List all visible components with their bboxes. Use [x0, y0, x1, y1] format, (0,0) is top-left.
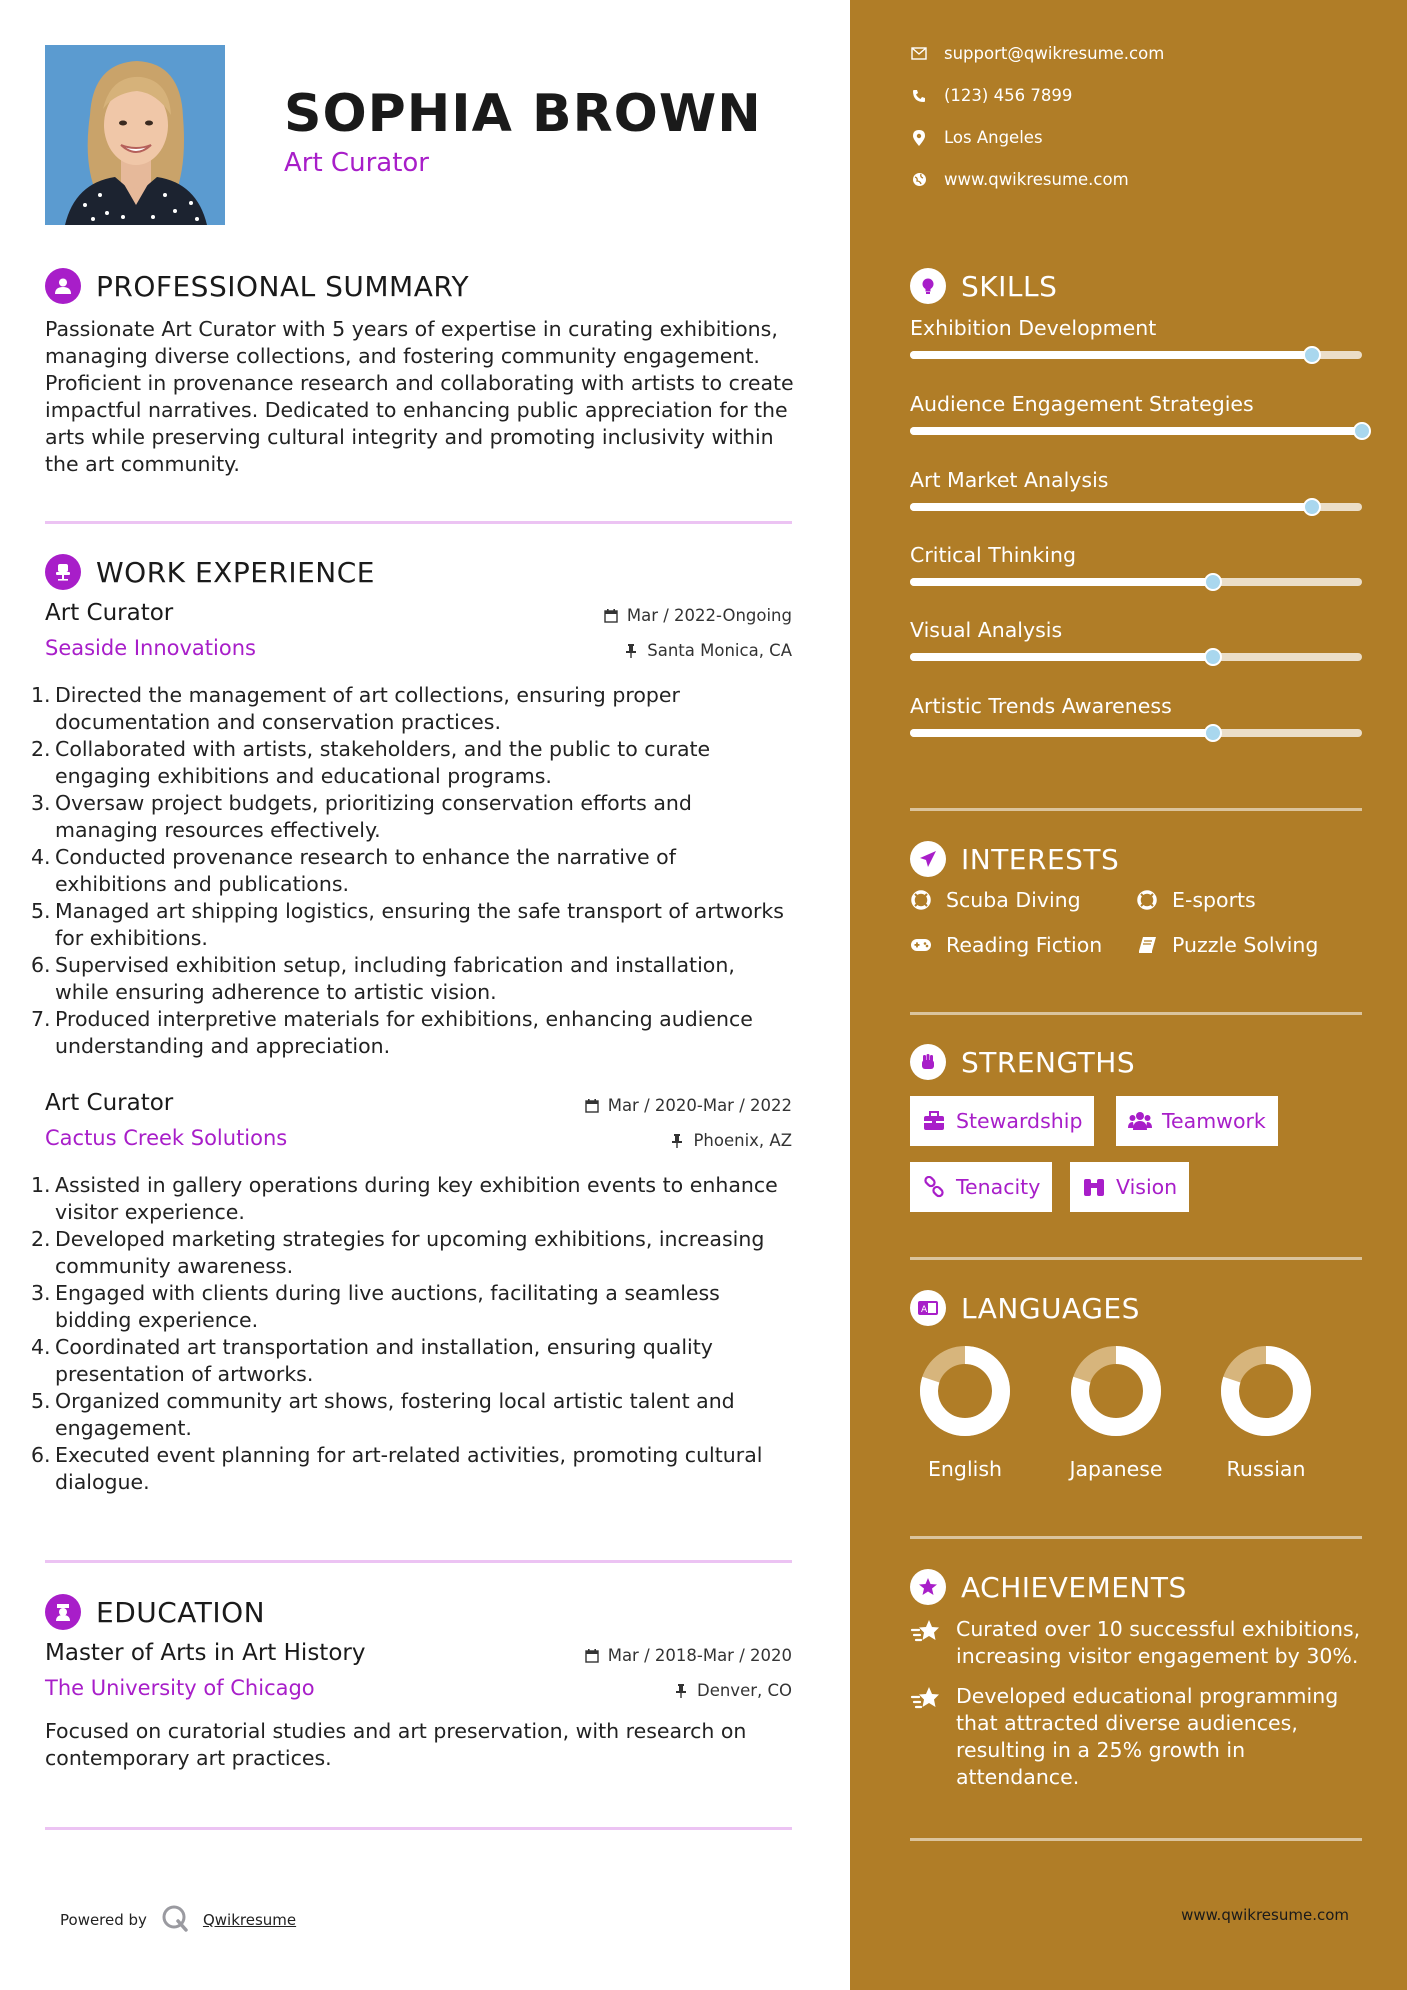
- company-name: Seaside Innovations: [45, 636, 256, 660]
- chair-icon: [45, 554, 81, 590]
- lifebuoy-icon: [910, 889, 932, 911]
- job-location: Santa Monica, CA: [623, 641, 792, 660]
- job-entry: [31, 600, 792, 1060]
- map-marker-icon: [910, 129, 928, 147]
- profile-photo: [45, 45, 225, 225]
- qwikresume-logo-icon: [161, 1904, 189, 1936]
- skill-item: Art Market Analysis: [910, 468, 1362, 492]
- strength-tag: Tenacity: [910, 1162, 1052, 1212]
- section-divider: [910, 1536, 1362, 1539]
- briefcase-icon: [922, 1109, 946, 1133]
- skill-bar-knob: [1204, 573, 1222, 591]
- job-date: Mar / 2022-Ongoing: [603, 606, 792, 625]
- list-item: 1. Directed the management of art collections, ensuring proper documentation and conservation practices.: [31, 683, 680, 734]
- section-divider: [45, 1560, 792, 1563]
- candidate-name: SOPHIA BROWN: [284, 84, 762, 144]
- skill-bar-knob: [1353, 422, 1371, 440]
- list-item: 2. Developed marketing strategies for upcoming exhibitions, increasing community awareness.: [31, 1227, 765, 1278]
- section-divider: [910, 808, 1362, 811]
- section-divider: [45, 521, 792, 524]
- job-title: Art Curator: [45, 1090, 174, 1116]
- list-item: 5. Organized community art shows, fostering local artistic talent and engagement.: [31, 1389, 735, 1440]
- section-divider: [45, 1827, 792, 1830]
- pin-icon: [623, 643, 639, 659]
- graduate-icon: [45, 1594, 81, 1630]
- education-heading-text: EDUCATION: [96, 1595, 266, 1629]
- experience-heading-text: WORK EXPERIENCE: [96, 555, 375, 589]
- achievement-item: Developed educational programming that attracted diverse audiences, resulting in a 25% growth in attendance.: [910, 1683, 1370, 1791]
- achievement-item: Curated over 10 successful exhibitions, increasing visitor engagement by 30%.: [910, 1616, 1370, 1670]
- summary-text: Passionate Art Curator with 5 years of expertise in curating exhibitions, managing diverse collections, and fostering community engagement. Proficient in provenance research and collaborating with artists to create impactful narratives. Dedicated to enhancing public appreciation for the arts while preserving cultural integrity and promoting inclusivity within the art community.: [45, 317, 794, 476]
- section-divider: [910, 1838, 1362, 1841]
- achievements-heading: [910, 1569, 1187, 1605]
- section-divider: [910, 1012, 1362, 1015]
- company-name: Cactus Creek Solutions: [45, 1126, 288, 1150]
- languages-heading-text: LANGUAGES: [961, 1291, 1140, 1325]
- pin-icon: [673, 1683, 689, 1699]
- contact-location: Los Angeles: [910, 128, 1043, 147]
- interest-item: E-sports: [1136, 888, 1256, 912]
- svg-text:A: A: [921, 1305, 928, 1315]
- link-icon: [922, 1175, 946, 1199]
- job-entry: [31, 1090, 792, 1496]
- education-description: Focused on curatorial studies and art preservation, with research on contemporary art practices.: [45, 1719, 747, 1770]
- education-entry: [45, 1640, 792, 1772]
- education-date: Mar / 2018-Mar / 2020: [584, 1646, 792, 1665]
- education-location: Denver, CO: [673, 1681, 792, 1700]
- school-name: The University of Chicago: [45, 1676, 315, 1700]
- lifebuoy-icon: [1136, 889, 1158, 911]
- interests-heading: [910, 841, 1119, 877]
- strengths-heading: [910, 1044, 1135, 1080]
- education-heading: [45, 1594, 265, 1630]
- skill-item: Exhibition Development: [910, 316, 1362, 340]
- translate-icon: [910, 1290, 946, 1326]
- skill-bar: [910, 503, 1362, 511]
- strength-tag: Teamwork: [1116, 1096, 1278, 1146]
- interests-heading-text: INTERESTS: [961, 842, 1120, 876]
- users-icon: [1128, 1109, 1152, 1133]
- binoculars-icon: [1082, 1175, 1106, 1199]
- paper-plane-icon: [910, 841, 946, 877]
- globe-icon: [910, 171, 928, 189]
- skill-bar-knob: [1204, 724, 1222, 742]
- star-icon: [910, 1569, 946, 1605]
- language-level-ring: [1068, 1343, 1164, 1439]
- strength-tag: Vision: [1070, 1162, 1189, 1212]
- list-item: 4. Coordinated art transportation and installation, ensuring quality presentation of artworks.: [31, 1335, 713, 1386]
- summary-heading-text: PROFESSIONAL SUMMARY: [96, 269, 470, 303]
- skills-heading: [910, 268, 1057, 304]
- list-item: 3. Oversaw project budgets, prioritizing conservation efforts and managing resources effectively.: [31, 791, 692, 842]
- qwikresume-link[interactable]: Qwikresume: [202, 1911, 297, 1929]
- list-item: 4. Conducted provenance research to enhance the narrative of exhibitions and publications.: [31, 845, 676, 896]
- shooting-star-icon: [910, 1683, 942, 1715]
- skill-item: Audience Engagement Strategies: [910, 392, 1362, 416]
- skill-bar-knob: [1204, 648, 1222, 666]
- list-item: 1. Assisted in gallery operations during key exhibition events to enhance visitor experience.: [31, 1173, 778, 1224]
- job-bullets: [31, 1172, 792, 1496]
- interest-item: Scuba Diving: [910, 888, 1081, 912]
- list-item: 6. Executed event planning for art-related activities, promoting cultural dialogue.: [31, 1443, 763, 1494]
- summary-heading: [45, 268, 469, 304]
- contact-email[interactable]: support@qwikresume.com: [910, 44, 1164, 63]
- footer-site[interactable]: www.qwikresume.com: [1181, 1906, 1349, 1924]
- skill-bar-knob: [1303, 498, 1321, 516]
- skill-bar-fill: [910, 578, 1213, 586]
- list-item: 6. Supervised exhibition setup, including fabrication and installation, while ensuring adherence to artistic vision.: [31, 953, 735, 1004]
- interest-item: Puzzle Solving: [1136, 933, 1318, 957]
- fist-icon: [910, 1044, 946, 1080]
- skill-bar: [910, 729, 1362, 737]
- job-location: Phoenix, AZ: [669, 1131, 792, 1150]
- book-icon: [1136, 934, 1158, 956]
- skill-bar: [910, 578, 1362, 586]
- calendar-icon: [584, 1098, 600, 1114]
- list-item: 5. Managed art shipping logistics, ensuring the safe transport of artworks for exhibitions.: [31, 899, 784, 950]
- candidate-title: Art Curator: [284, 148, 429, 178]
- language-item: Japanese: [1056, 1343, 1176, 1481]
- skill-bar-fill: [910, 351, 1312, 359]
- interest-item: Reading Fiction: [910, 933, 1102, 957]
- languages-heading: [910, 1290, 1140, 1326]
- contact-website[interactable]: www.qwikresume.com: [910, 170, 1129, 189]
- calendar-icon: [584, 1648, 600, 1664]
- job-bullets: [31, 682, 792, 1060]
- degree-title: Master of Arts in Art History: [45, 1640, 366, 1666]
- strengths-heading-text: STRENGTHS: [961, 1045, 1136, 1079]
- skill-item: Artistic Trends Awareness: [910, 694, 1362, 718]
- language-item: English: [905, 1343, 1025, 1481]
- list-item: 3. Engaged with clients during live auctions, facilitating a seamless bidding experience.: [31, 1281, 720, 1332]
- skill-bar-fill: [910, 503, 1312, 511]
- skill-bar: [910, 653, 1362, 661]
- strength-tag: Stewardship: [910, 1096, 1094, 1146]
- shooting-star-icon: [910, 1616, 942, 1648]
- calendar-icon: [603, 608, 619, 624]
- skill-item: Visual Analysis: [910, 618, 1362, 642]
- sidebar: [850, 0, 1407, 1990]
- phone-icon: [910, 87, 928, 105]
- language-item: Russian: [1206, 1343, 1326, 1481]
- skill-bar-fill: [910, 729, 1213, 737]
- section-divider: [910, 1257, 1362, 1260]
- job-date: Mar / 2020-Mar / 2022: [584, 1096, 792, 1115]
- skill-bar: [910, 427, 1362, 435]
- envelope-icon: [910, 45, 928, 63]
- job-title: Art Curator: [45, 600, 174, 626]
- achievements-heading-text: ACHIEVEMENTS: [961, 1570, 1187, 1604]
- list-item: 7. Produced interpretive materials for exhibitions, enhancing audience understanding and appreciation.: [31, 1007, 753, 1058]
- skill-item: Critical Thinking: [910, 543, 1362, 567]
- skill-bar-fill: [910, 653, 1213, 661]
- list-item: 2. Collaborated with artists, stakeholders, and the public to curate engaging exhibitions and educational programs.: [31, 737, 711, 788]
- skill-bar-fill: [910, 427, 1362, 435]
- skill-bar-knob: [1303, 346, 1321, 364]
- lightbulb-icon: [910, 268, 946, 304]
- language-level-ring: [917, 1343, 1013, 1439]
- contact-phone[interactable]: (123) 456 7899: [910, 86, 1072, 105]
- powered-by: Powered by Qwikresume: [60, 1904, 296, 1936]
- skill-bar: [910, 351, 1362, 359]
- user-icon: [45, 268, 81, 304]
- pin-icon: [669, 1133, 685, 1149]
- experience-heading: [45, 554, 375, 590]
- skills-heading-text: SKILLS: [961, 269, 1058, 303]
- gamepad-icon: [910, 934, 932, 956]
- language-level-ring: [1218, 1343, 1314, 1439]
